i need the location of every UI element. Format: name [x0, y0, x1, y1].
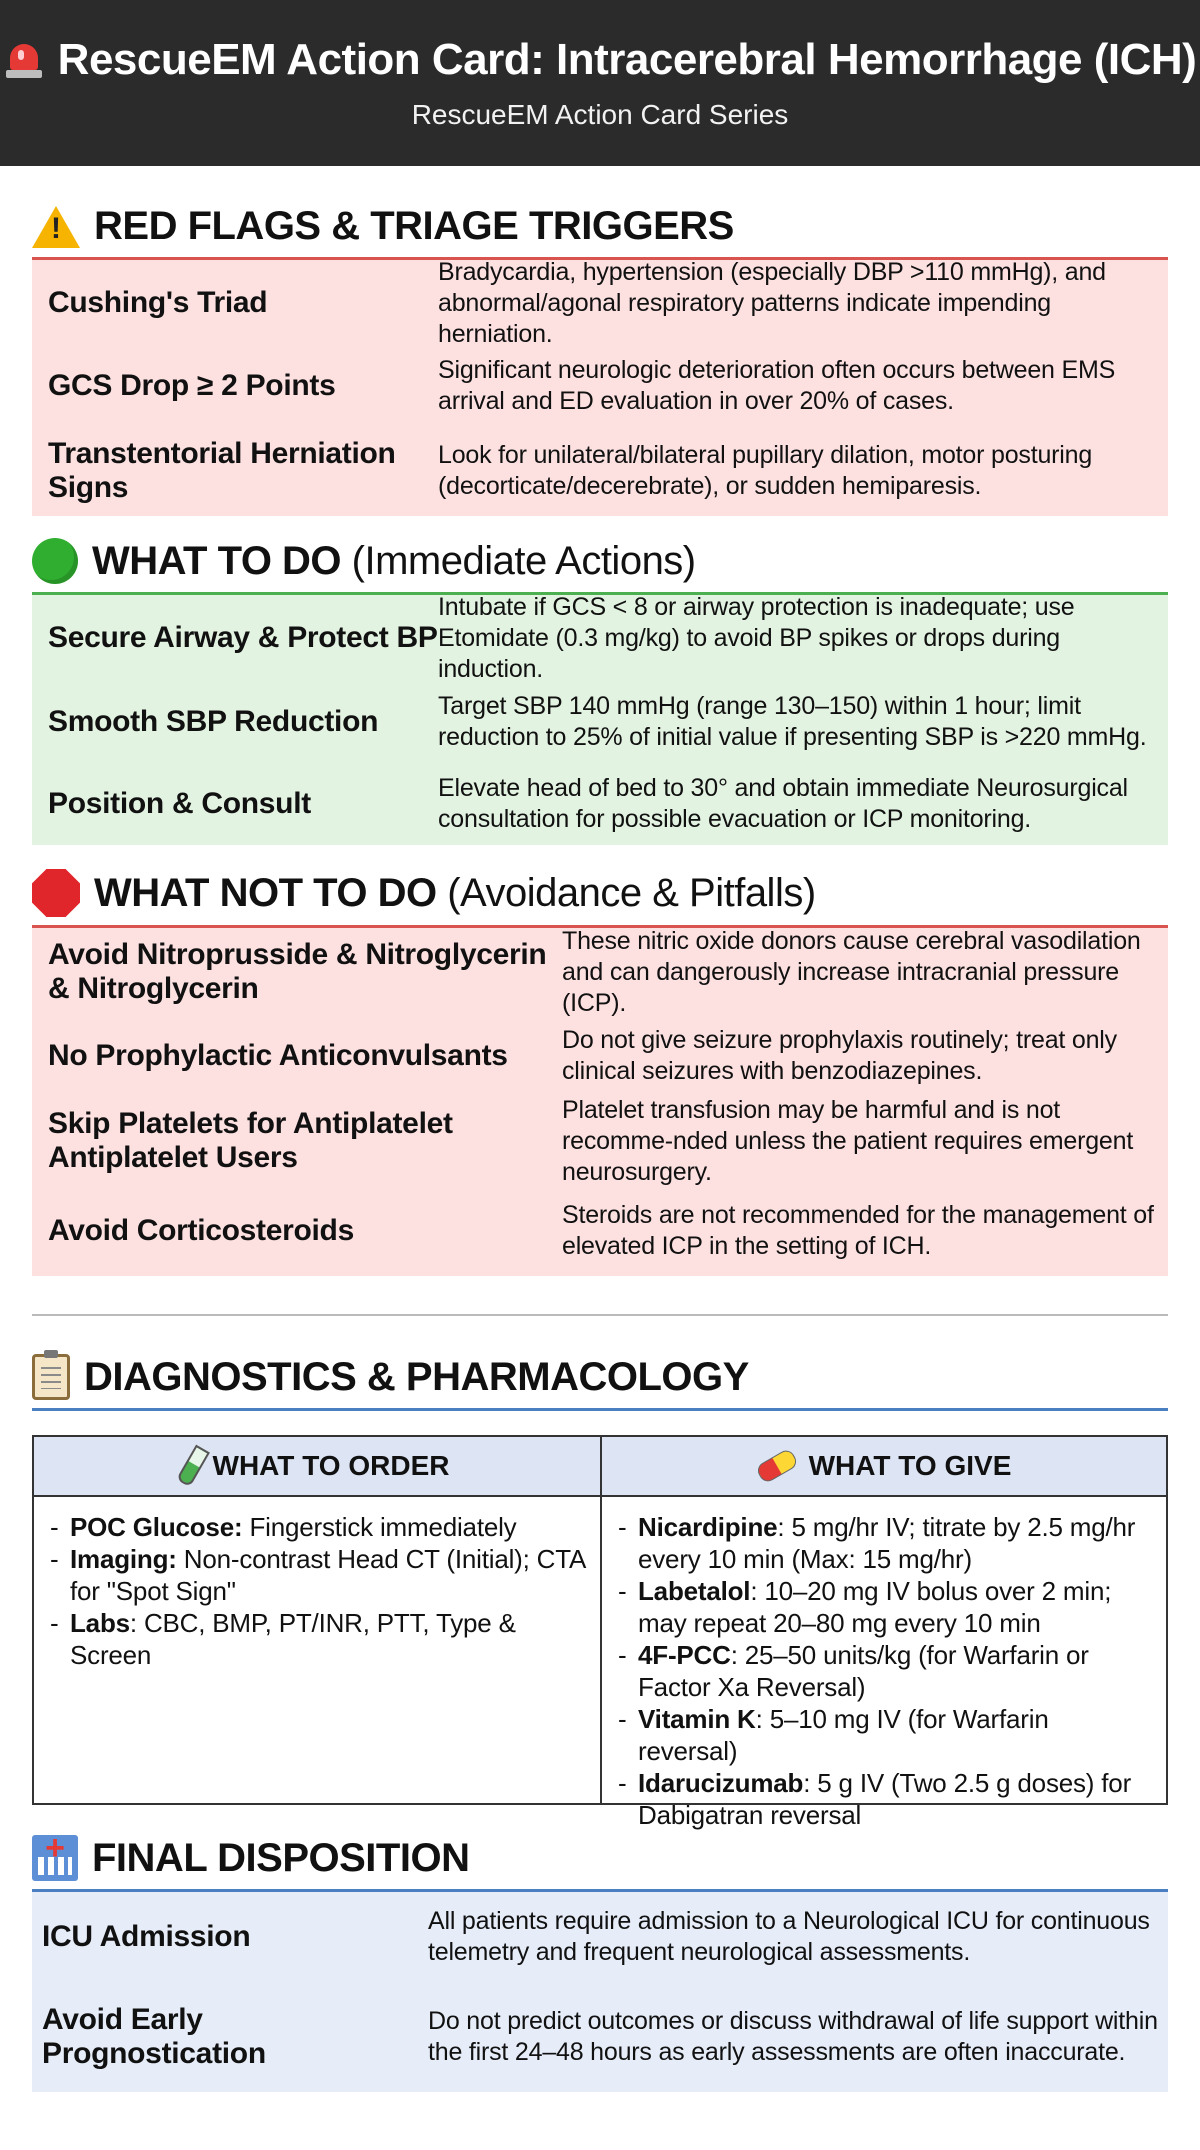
red-flag-row — [32, 257, 1168, 348]
row-label: ICU Admission — [42, 1920, 251, 1953]
what-to-do-title-sub: (Immediate Actions) — [351, 538, 696, 583]
item-term: 4F-PCC — [638, 1640, 731, 1670]
what-to-do-list — [32, 592, 1168, 845]
item-term: Labs — [70, 1608, 130, 1638]
test-tube-icon — [176, 1445, 210, 1488]
pill-icon — [754, 1447, 799, 1484]
row-description: Do not give seizure prophylaxis routinely; treat only clinical seizures with benzodiazepines. — [562, 1026, 1117, 1085]
order-column — [34, 1497, 600, 1803]
item-text: : CBC, BMP, PT/INR, PTT, Type & Screen — [70, 1608, 516, 1670]
give-item — [616, 1575, 1152, 1639]
row-description: Do not predict outcomes or discuss withdrawal of life support within the first 24–48 hours as early assessments are often inaccurate. — [428, 2007, 1158, 2066]
order-item — [48, 1511, 586, 1543]
row-description: Intubate if GCS < 8 or airway protection is inadequate; use Etomidate (0.3 mg/kg) to avoid BP spikes or drops during induction. — [438, 592, 1075, 683]
item-text: : 5 g IV (Two 2.5 g doses) for Dabigatran reversal — [638, 1768, 1132, 1830]
row-label: Smooth SBP Reduction — [48, 705, 379, 738]
item-term: Idarucizumab — [638, 1768, 804, 1798]
what-to-do-heading — [32, 538, 1168, 595]
row-description: All patients require admission to a Neurological ICU for continuous telemetry and frequent neurological assessments. — [428, 1907, 1150, 1966]
what-to-do-title-main: WHAT TO DO — [92, 538, 342, 583]
item-term: Labetalol — [638, 1576, 751, 1606]
row-label: Avoid Nitroprusside & Nitroglycerin & Nitroglycerin — [48, 938, 547, 1005]
row-label: GCS Drop ≥ 2 Points — [48, 369, 336, 402]
pitfall-row — [32, 1096, 1168, 1186]
pitfall-row — [32, 1186, 1168, 1276]
what-not-to-do-heading — [32, 869, 1168, 928]
give-item — [616, 1703, 1152, 1767]
what-not-to-do-title — [94, 871, 816, 916]
diagnostics-body-row — [34, 1497, 1166, 1830]
disposition-row — [32, 1892, 1168, 1982]
order-list — [34, 1497, 600, 1685]
red-flag-row — [32, 346, 1168, 426]
green-circle-icon — [32, 538, 78, 584]
row-label: Position & Consult — [48, 787, 311, 820]
row-description: Bradycardia, hypertension (especially DBP >110 mmHg), and abnormal/agonal respiratory patterns indicate impending herniation. — [438, 257, 1106, 348]
diagnostics-title: DIAGNOSTICS & PHARMACOLOGY — [84, 1354, 749, 1399]
give-list — [602, 1497, 1166, 1845]
warning-icon — [32, 206, 80, 248]
pitfall-row — [32, 928, 1168, 1016]
red-flag-row — [32, 426, 1168, 516]
item-text: : 5 mg/hr IV; titrate by 2.5 mg/hr every 10 min (Max: 15 mg/hr) — [638, 1512, 1136, 1574]
row-label: Transtentorial Herniation Signs — [48, 437, 396, 504]
pitfall-row — [32, 1016, 1168, 1096]
item-text: : 25–50 units/kg (for Warfarin or Factor Xa Reversal) — [638, 1640, 1089, 1702]
diagnostics-header-row — [34, 1437, 1166, 1497]
page-subtitle: RescueEM Action Card Series — [411, 99, 789, 130]
diagnostics-table — [32, 1435, 1168, 1830]
section-divider — [32, 1314, 1168, 1316]
item-text: : 5–10 mg IV (for Warfarin reversal) — [638, 1704, 1049, 1766]
what-not-to-do-title-main: WHAT NOT TO DO — [94, 870, 437, 915]
give-column-header — [600, 1437, 1166, 1497]
order-header-cell — [34, 1437, 600, 1497]
row-description: Look for unilateral/bilateral pupillary dilation, motor posturing (decorticate/decerebrate), or sudden hemiparesis. — [438, 441, 1093, 500]
give-item — [616, 1511, 1152, 1575]
item-text: Non-contrast Head CT (Initial); CTA for "Spot Sign" — [70, 1544, 585, 1606]
header — [0, 0, 1200, 166]
row-description: Steroids are not recommended for the management of elevated ICP in the setting of ICH. — [562, 1201, 1154, 1260]
row-label: Skip Platelets for Antiplatelet Antiplatelet Users — [48, 1107, 453, 1174]
siren-icon — [4, 40, 44, 80]
header-title-row — [4, 35, 1197, 85]
item-term: Imaging: — [70, 1544, 177, 1574]
action-row — [32, 763, 1168, 845]
row-label: No Prophylactic Anticonvulsants — [48, 1039, 508, 1072]
give-header-label: WHAT TO GIVE — [808, 1450, 1012, 1481]
order-item — [48, 1543, 586, 1607]
row-description: Target SBP 140 mmHg (range 130–150) within 1 hour; limit reduction to 25% of initial value if presenting SBP is >220 mmHg. — [438, 692, 1147, 751]
row-description: Platelet transfusion may be harmful and is not recomme-nded unless the patient requires emergent neurosurgery. — [562, 1095, 1134, 1186]
order-column-header — [34, 1437, 600, 1497]
item-text: : 10–20 mg IV bolus over 2 min; may repeat 20–80 mg every 10 min — [638, 1576, 1112, 1638]
row-description: Significant neurologic deterioration often occurs between EMS arrival and ED evaluation in over 20% of cases. — [438, 356, 1116, 415]
what-not-to-do-list — [32, 928, 1168, 1276]
red-flags-title: RED FLAGS & TRIAGE TRIGGERS — [94, 204, 734, 248]
red-flags-heading — [32, 204, 1168, 260]
item-term: Vitamin K — [638, 1704, 756, 1734]
order-header-label: WHAT TO ORDER — [212, 1450, 450, 1481]
disposition-title: FINAL DISPOSITION — [92, 1835, 470, 1880]
row-label: Avoid Early Prognostication — [42, 2003, 266, 2070]
disposition-row — [32, 1982, 1168, 2092]
disposition-list — [32, 1892, 1168, 2092]
item-term: POC Glucose: — [70, 1512, 243, 1542]
what-not-to-do-title-sub: (Avoidance & Pitfalls) — [447, 870, 816, 915]
action-row — [32, 592, 1168, 683]
row-description: These nitric oxide donors cause cerebral vasodilation and can dangerously increase intracranial pressure (ICP). — [562, 926, 1141, 1017]
give-header-cell — [602, 1437, 1166, 1497]
row-description: Elevate head of bed to 30° and obtain immediate Neurosurgical consultation for possible evacuation or ICP monitoring. — [438, 774, 1128, 833]
hospital-icon — [32, 1835, 78, 1881]
give-item — [616, 1639, 1152, 1703]
stop-sign-icon — [32, 869, 80, 917]
row-label: Secure Airway & Protect BP — [48, 621, 438, 654]
give-column — [600, 1497, 1166, 1830]
clipboard-icon — [32, 1354, 70, 1400]
order-item — [48, 1607, 586, 1671]
item-text: Fingerstick immediately — [242, 1512, 517, 1542]
what-to-do-title — [92, 539, 696, 584]
diagnostics-heading — [32, 1354, 1168, 1411]
page-title: RescueEM Action Card: Intracerebral Hemorrhage (ICH) — [57, 35, 1197, 84]
action-row — [32, 681, 1168, 763]
row-label: Cushing's Triad — [48, 286, 268, 319]
red-flags-list — [32, 257, 1168, 516]
give-item — [616, 1767, 1152, 1831]
row-label: Avoid Corticosteroids — [48, 1214, 354, 1247]
item-term: Nicardipine — [638, 1512, 778, 1542]
